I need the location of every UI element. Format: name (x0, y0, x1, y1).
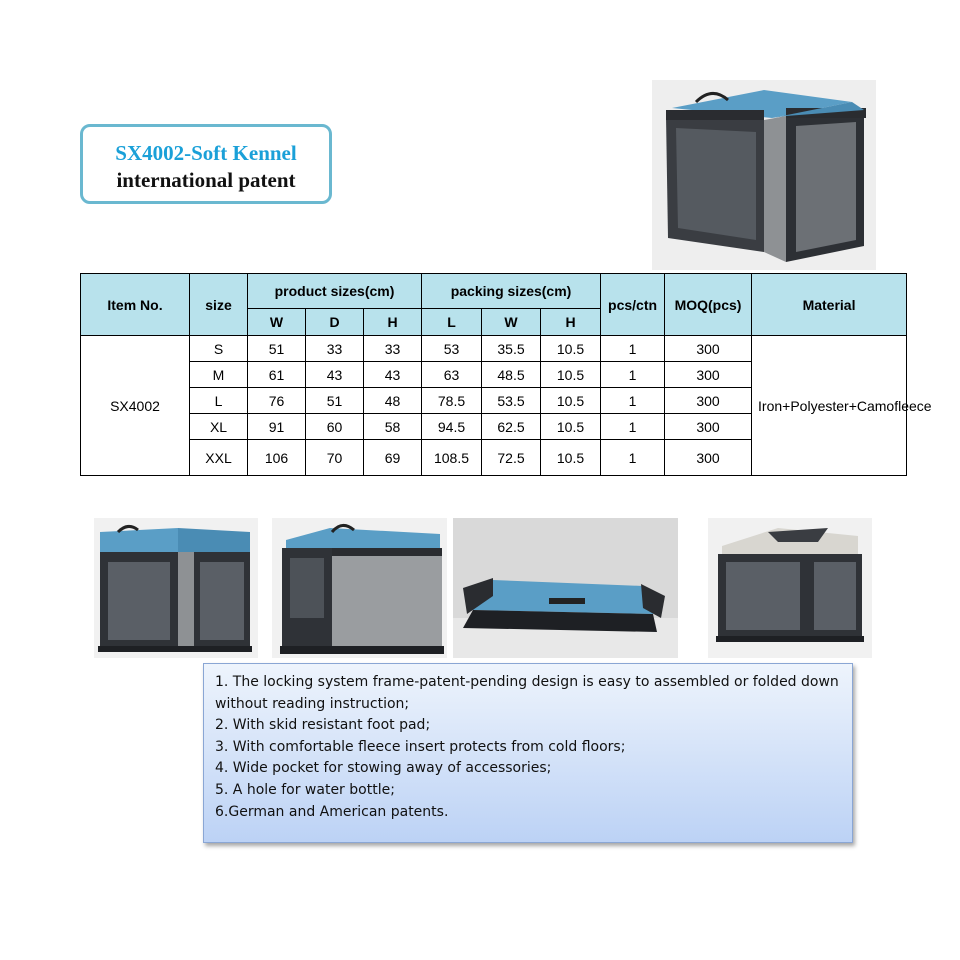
header-product-sizes: product sizes(cm) (248, 274, 422, 309)
packing-h-cell: 10.5 (541, 414, 601, 440)
product-subtitle: international patent (116, 168, 296, 192)
product-w-cell: 91 (248, 414, 306, 440)
pcs-ctn-cell: 1 (601, 388, 665, 414)
pcs-ctn-cell: 1 (601, 336, 665, 362)
item-no-cell: SX4002 (81, 336, 190, 476)
packing-w-cell: 48.5 (482, 362, 541, 388)
header-size: size (190, 274, 248, 336)
size-cell: XXL (190, 440, 248, 476)
moq-cell: 300 (665, 414, 752, 440)
product-w-cell: 51 (248, 336, 306, 362)
packing-w-cell: 35.5 (482, 336, 541, 362)
packing-h-cell: 10.5 (541, 440, 601, 476)
packing-w-cell: 53.5 (482, 388, 541, 414)
packing-l-cell: 53 (422, 336, 482, 362)
feature-item: 2. With skid resistant foot pad; (215, 717, 431, 734)
pcs-ctn-cell: 1 (601, 362, 665, 388)
packing-h-cell: 10.5 (541, 388, 601, 414)
product-d-cell: 43 (306, 362, 364, 388)
moq-cell: 300 (665, 336, 752, 362)
kennel-photo-beige (708, 518, 872, 658)
feature-item: 1. The locking system frame-patent-pending design is easy to assembled or folded down without reading instruction; (215, 674, 839, 712)
table-header-row (81, 274, 907, 309)
product-w-cell: 106 (248, 440, 306, 476)
packing-w-cell: 72.5 (482, 440, 541, 476)
product-h-cell: 33 (364, 336, 422, 362)
packing-h-cell: 10.5 (541, 362, 601, 388)
size-cell: L (190, 388, 248, 414)
title-box (80, 124, 332, 204)
product-h-cell: 48 (364, 388, 422, 414)
size-cell: S (190, 336, 248, 362)
product-w-cell: 61 (248, 362, 306, 388)
table-row (81, 336, 907, 362)
spec-table (80, 273, 932, 476)
feature-item: 5. A hole for water bottle; (215, 781, 395, 798)
packing-h-cell: 10.5 (541, 336, 601, 362)
header-material: Material (752, 274, 907, 336)
product-d-cell: 60 (306, 414, 364, 440)
material-cell: Iron+Polyester+Camofleece (752, 336, 907, 476)
subheader-product-d: D (306, 309, 364, 336)
packing-l-cell: 63 (422, 362, 482, 388)
header-moq: MOQ(pcs) (665, 274, 752, 336)
feature-item: 3. With comfortable fleece insert protects from cold floors; (215, 738, 626, 755)
kennel-photo-side (272, 518, 447, 658)
product-d-cell: 70 (306, 440, 364, 476)
packing-l-cell: 108.5 (422, 440, 482, 476)
subheader-packing-h: H (541, 309, 601, 336)
subheader-packing-l: L (422, 309, 482, 336)
subheader-product-w: W (248, 309, 306, 336)
feature-item: 6.German and American patents. (215, 803, 449, 820)
moq-cell: 300 (665, 440, 752, 476)
product-w-cell: 76 (248, 388, 306, 414)
product-h-cell: 69 (364, 440, 422, 476)
kennel-main-photo (652, 80, 876, 270)
features-box (203, 663, 853, 843)
size-cell: XL (190, 414, 248, 440)
pcs-ctn-cell: 1 (601, 414, 665, 440)
kennel-photo-folded (453, 518, 678, 658)
product-h-cell: 58 (364, 414, 422, 440)
size-cell: M (190, 362, 248, 388)
product-d-cell: 51 (306, 388, 364, 414)
product-d-cell: 33 (306, 336, 364, 362)
pcs-ctn-cell: 1 (601, 440, 665, 476)
feature-item: 4. Wide pocket for stowing away of accessories; (215, 760, 552, 777)
moq-cell: 300 (665, 362, 752, 388)
header-packing-sizes: packing sizes(cm) (422, 274, 601, 309)
kennel-photo-front (94, 518, 258, 658)
product-h-cell: 43 (364, 362, 422, 388)
moq-cell: 300 (665, 388, 752, 414)
header-item-no: Item No. (81, 274, 190, 336)
header-pcs-ctn: pcs/ctn (601, 274, 665, 336)
product-title: SX4002-Soft Kennel (115, 141, 297, 165)
subheader-packing-w: W (482, 309, 541, 336)
packing-w-cell: 62.5 (482, 414, 541, 440)
subheader-product-h: H (364, 309, 422, 336)
packing-l-cell: 94.5 (422, 414, 482, 440)
packing-l-cell: 78.5 (422, 388, 482, 414)
